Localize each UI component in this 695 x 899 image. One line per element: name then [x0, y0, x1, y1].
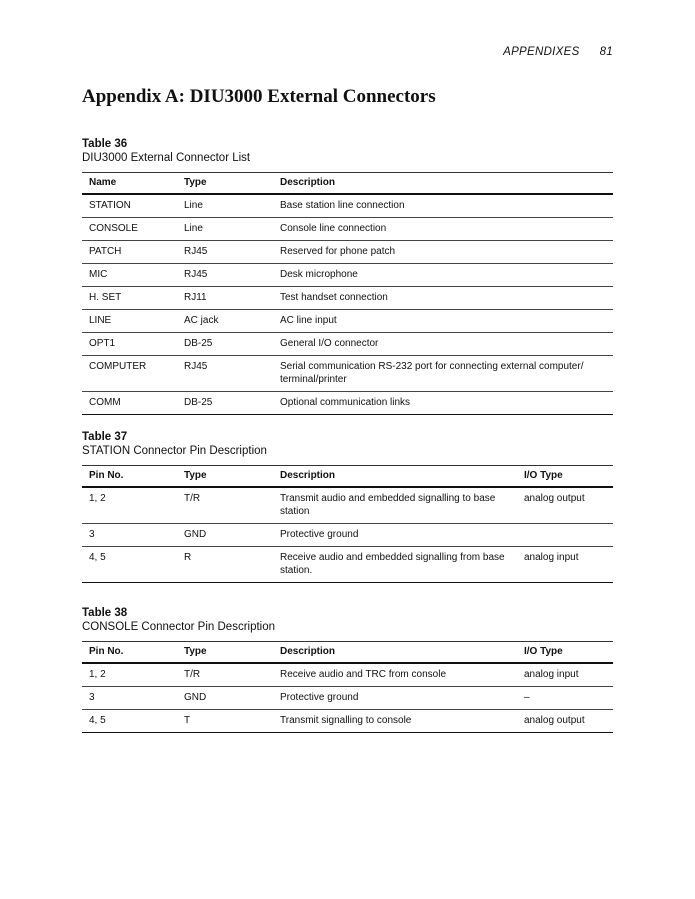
table-row — [82, 356, 613, 392]
table-cell — [517, 524, 613, 547]
table-cell: R — [177, 547, 273, 583]
table-cell: Receive audio and embedded signalling from base station. — [273, 547, 517, 583]
table-cell: DB-25 — [177, 392, 273, 415]
table-36-block — [82, 137, 613, 415]
column-header: Type — [177, 173, 273, 195]
table-cell: – — [517, 687, 613, 710]
table-cell: LINE — [82, 310, 177, 333]
table-cell: GND — [177, 687, 273, 710]
column-header: I/O Type — [517, 642, 613, 664]
column-header: Description — [273, 173, 613, 195]
table-cell: RJ45 — [177, 356, 273, 392]
table-caption: DIU3000 External Connector List — [82, 152, 251, 164]
column-header: Type — [177, 466, 273, 488]
table-cell: 1, 2 — [82, 487, 177, 524]
table-header-row — [82, 466, 613, 488]
table-row — [82, 194, 613, 218]
table-cell: RJ11 — [177, 287, 273, 310]
table-cell: PATCH — [82, 241, 177, 264]
table-header-row — [82, 642, 613, 664]
table-row — [82, 218, 613, 241]
table-number: Table 37 — [82, 431, 128, 443]
table-cell: 1, 2 — [82, 663, 177, 687]
table-cell: COMPUTER — [82, 356, 177, 392]
column-header: Name — [82, 173, 177, 195]
table-row — [82, 663, 613, 687]
table-cell: T/R — [177, 663, 273, 687]
table-cell: 4, 5 — [82, 710, 177, 733]
table-cell: Console line connection — [273, 218, 613, 241]
table-cell: Desk microphone — [273, 264, 613, 287]
table-cell: 4, 5 — [82, 547, 177, 583]
table-cell: Transmit signalling to console — [273, 710, 517, 733]
table-caption: STATION Connector Pin Description — [82, 445, 267, 457]
table-cell: COMM — [82, 392, 177, 415]
table-row — [82, 710, 613, 733]
table-number: Table 36 — [82, 138, 128, 150]
table-cell: H. SET — [82, 287, 177, 310]
table-cell: STATION — [82, 194, 177, 218]
table-cell: T/R — [177, 487, 273, 524]
column-header: Pin No. — [82, 642, 177, 664]
table-cell: General I/O connector — [273, 333, 613, 356]
table-row — [82, 287, 613, 310]
table-cell: RJ45 — [177, 264, 273, 287]
table-cell: GND — [177, 524, 273, 547]
page-title: Appendix A: DIU3000 External Connectors — [82, 86, 436, 107]
table-38-block — [82, 606, 613, 733]
table-cell: Receive audio and TRC from console — [273, 663, 517, 687]
table-cell: Protective ground — [273, 687, 517, 710]
table-cell: Optional communication links — [273, 392, 613, 415]
column-header: I/O Type — [517, 466, 613, 488]
table-cell: Base station line connection — [273, 194, 613, 218]
table-row — [82, 487, 613, 524]
page-number: 81 — [599, 46, 613, 58]
table-cell: Serial communication RS-232 port for connecting external computer/ terminal/printer — [273, 356, 613, 392]
running-header — [503, 46, 613, 58]
table-cell: Protective ground — [273, 524, 517, 547]
table-header-row — [82, 173, 613, 195]
table-cell: Line — [177, 194, 273, 218]
table-cell: analog input — [517, 663, 613, 687]
table-cell: analog output — [517, 710, 613, 733]
table-row — [82, 333, 613, 356]
table-row — [82, 524, 613, 547]
column-header: Type — [177, 642, 273, 664]
table-cell: analog input — [517, 547, 613, 583]
table-cell: Line — [177, 218, 273, 241]
table-cell: 3 — [82, 524, 177, 547]
station-pin-table — [82, 465, 613, 583]
table-cell: T — [177, 710, 273, 733]
table-row — [82, 392, 613, 415]
table-cell: AC line input — [273, 310, 613, 333]
table-row — [82, 687, 613, 710]
table-cell: analog output — [517, 487, 613, 524]
table-number: Table 38 — [82, 607, 128, 619]
table-cell: 3 — [82, 687, 177, 710]
table-row — [82, 547, 613, 583]
connector-list-table — [82, 172, 613, 415]
table-row — [82, 310, 613, 333]
column-header: Description — [273, 642, 517, 664]
table-cell: Test handset connection — [273, 287, 613, 310]
table-cell: CONSOLE — [82, 218, 177, 241]
section-name: APPENDIXES — [503, 46, 580, 58]
console-pin-table — [82, 641, 613, 733]
table-cell: AC jack — [177, 310, 273, 333]
table-row — [82, 241, 613, 264]
table-cell: RJ45 — [177, 241, 273, 264]
table-cell: Transmit audio and embedded signalling to base station — [273, 487, 517, 524]
column-header: Description — [273, 466, 517, 488]
column-header: Pin No. — [82, 466, 177, 488]
table-caption: CONSOLE Connector Pin Description — [82, 621, 276, 633]
table-37-block — [82, 430, 613, 583]
table-row — [82, 264, 613, 287]
table-cell: Reserved for phone patch — [273, 241, 613, 264]
table-cell: MIC — [82, 264, 177, 287]
table-cell: OPT1 — [82, 333, 177, 356]
table-cell: DB-25 — [177, 333, 273, 356]
